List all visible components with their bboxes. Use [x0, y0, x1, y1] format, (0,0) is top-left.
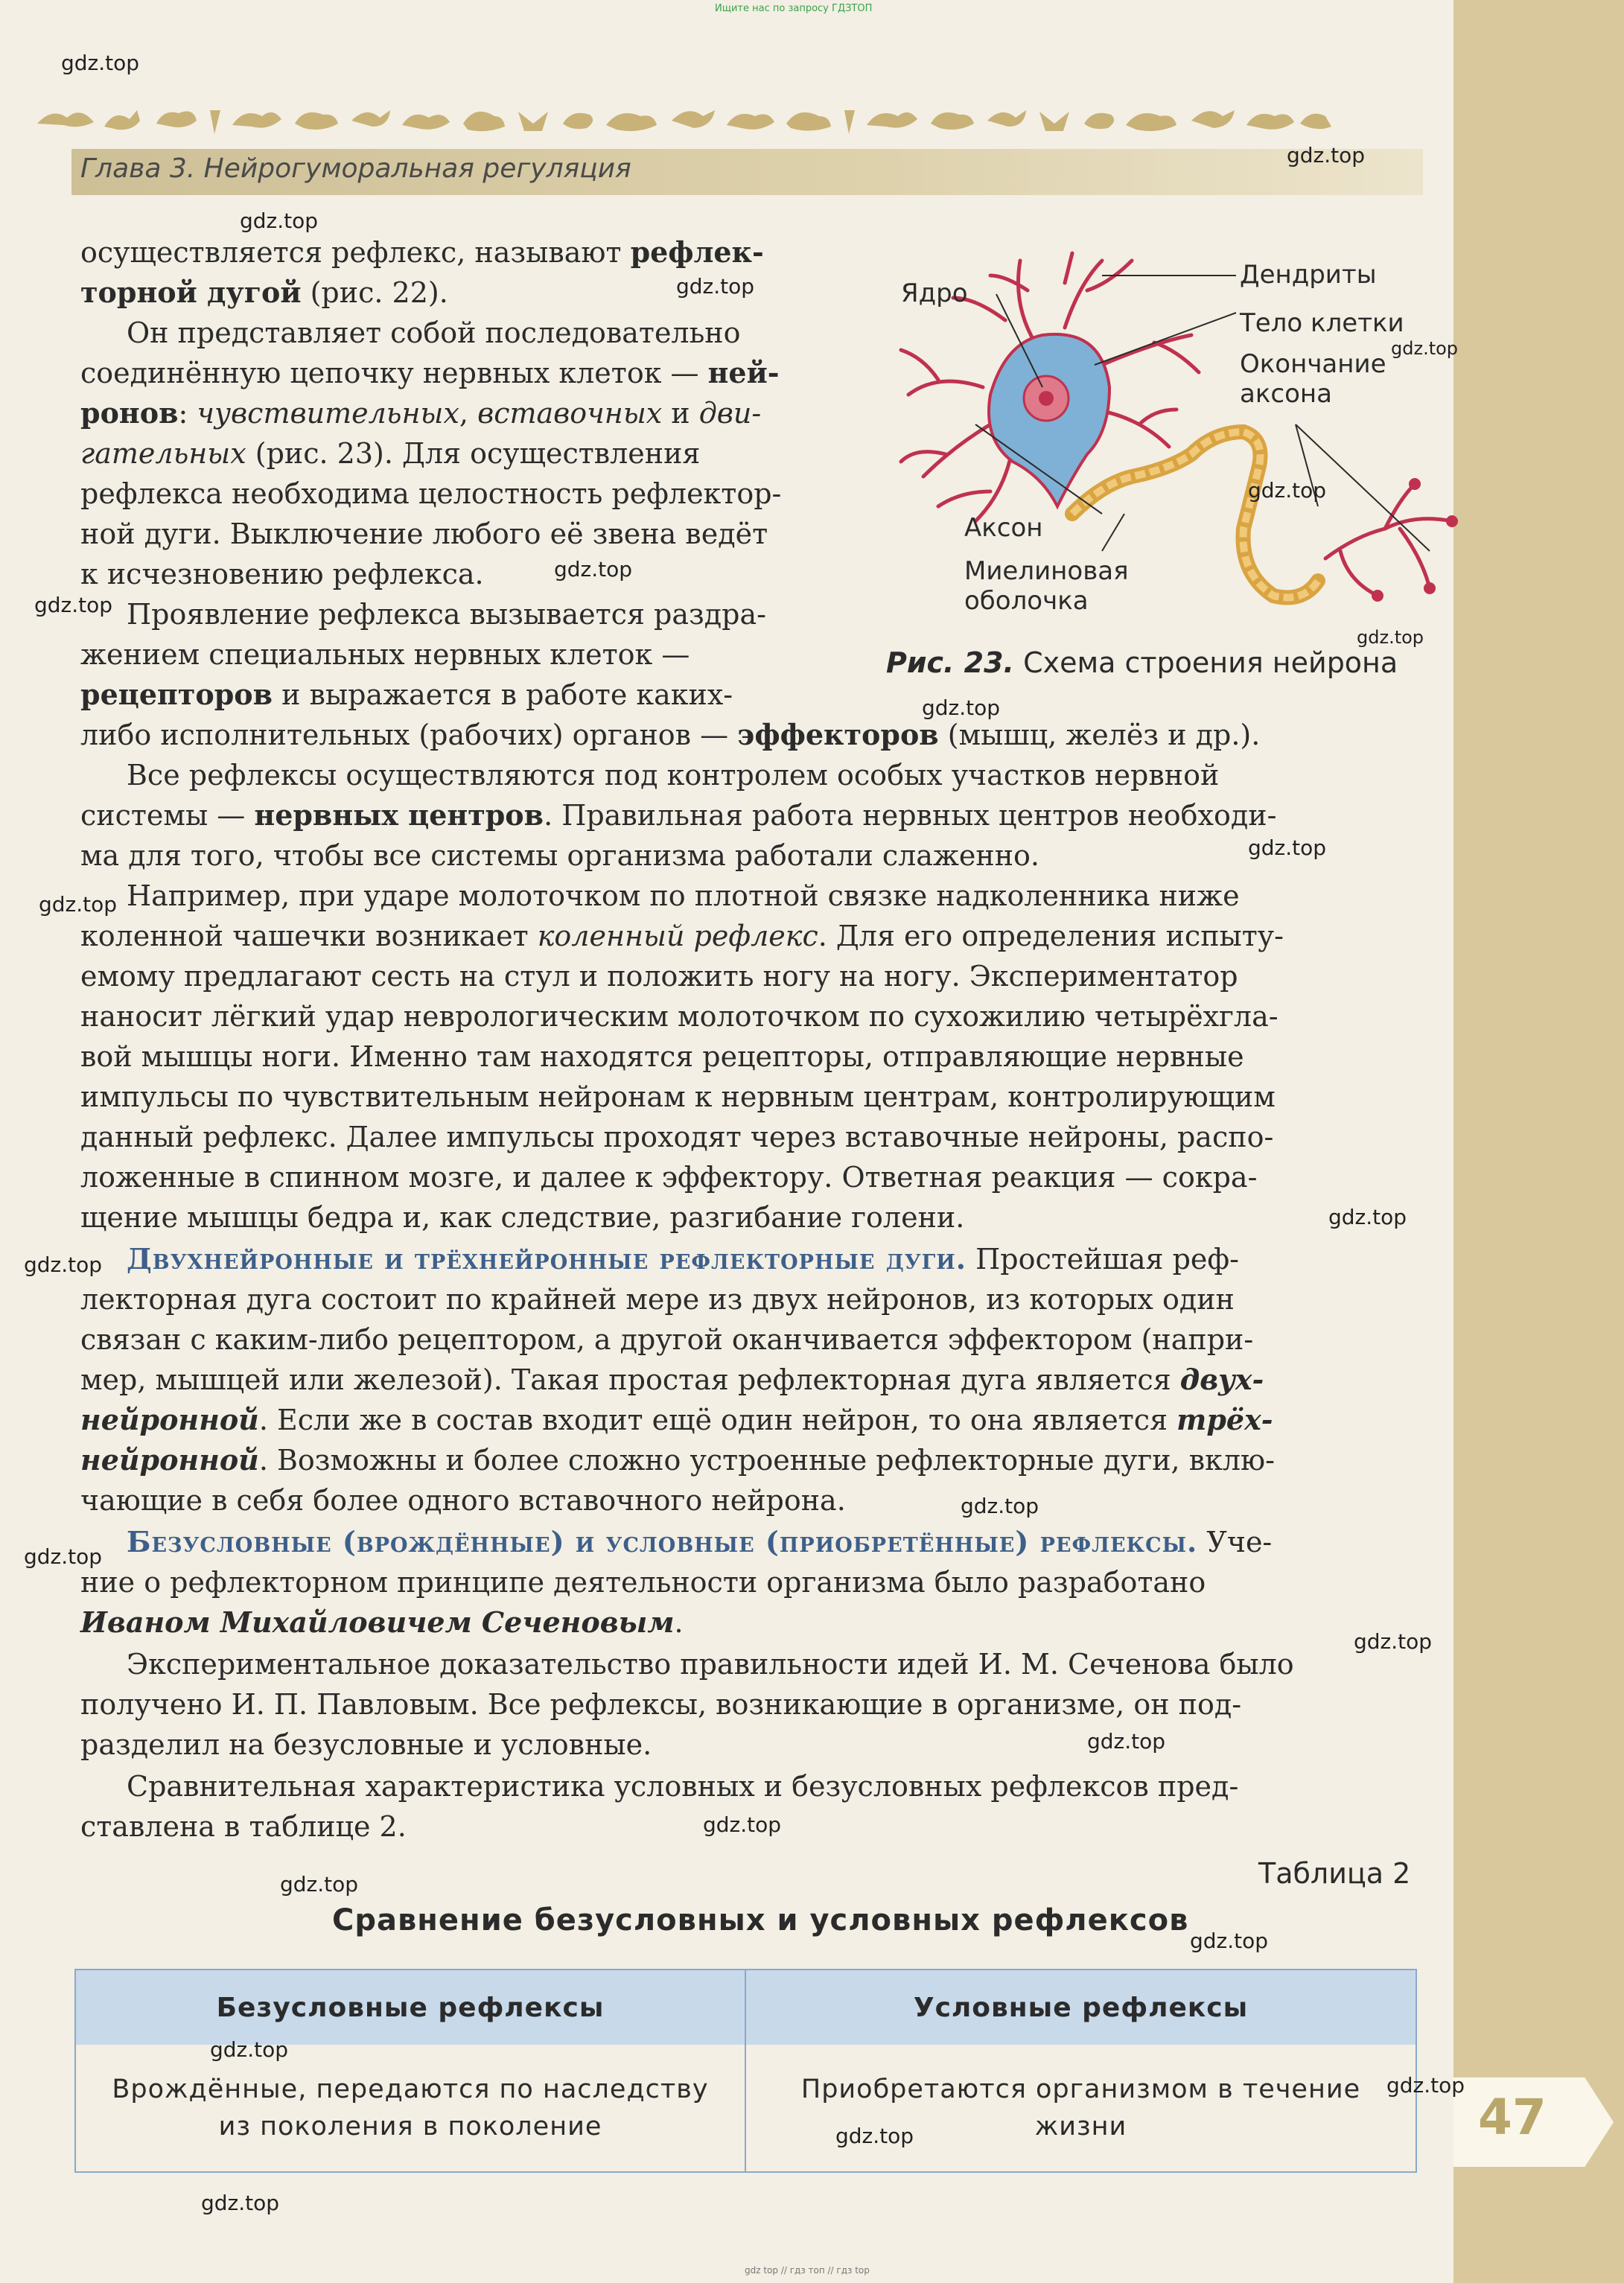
- text-line: либо исполнительных (рабочих) органов — эффекторов (мышц, желёз и др.).: [80, 718, 1261, 751]
- watermark: gdz.top: [1386, 2073, 1465, 2098]
- text-line: Все рефлексы осуществляются под контролем особых участков нервной: [127, 759, 1220, 792]
- figure-caption: Рис. 23. Схема строения нейрона: [886, 646, 1398, 679]
- text-line: данный рефлекс. Далее импульсы проходят через вставочные нейроны, распо-: [80, 1121, 1274, 1153]
- bottom-note: gdz top // гдз топ // гдз top: [745, 2265, 870, 2276]
- watermark: gdz.top: [1248, 478, 1327, 503]
- text-line: соединённую цепочку нервных клеток — ней-: [80, 356, 780, 389]
- watermark: gdz.top: [922, 695, 1001, 720]
- text-line: ставлена в таблице 2.: [80, 1810, 407, 1843]
- text-line: ние о рефлекторном принципе деятельности организма было разработано: [80, 1566, 1206, 1599]
- watermark: gdz.top: [676, 274, 755, 299]
- text-line: ма для того, чтобы все системы организма работали слаженно.: [80, 839, 1040, 872]
- watermark: gdz.top: [39, 892, 118, 917]
- label-nucleus: Ядро: [901, 278, 968, 308]
- label-dendrites: Дендриты: [1240, 260, 1377, 290]
- comparison-table: [74, 1969, 1417, 2173]
- watermark: gdz.top: [703, 1812, 782, 1837]
- table-label: Таблица 2: [1258, 1857, 1411, 1890]
- text-line: емому предлагают сесть на стул и положить ногу на ногу. Экспериментатор: [80, 960, 1238, 993]
- watermark: gdz.top: [961, 1494, 1039, 1518]
- text-line: ной дуги. Выключение любого её звена ведёт: [80, 518, 768, 550]
- section-heading-line: Двухнейронные и трёхнейронные рефлекторные дуги. Простейшая реф-: [127, 1242, 1240, 1276]
- text-line: Например, при ударе молоточком по плотной связке надколенника ниже: [127, 879, 1240, 912]
- label-axon: Аксон: [964, 513, 1043, 543]
- chapter-title: Глава 3. Нейрогуморальная регуляция: [80, 153, 631, 184]
- text-line: разделил на безусловные и условные.: [80, 1728, 652, 1761]
- watermark: gdz.top: [34, 593, 113, 617]
- text-line: вой мышцы ноги. Именно там находятся рецепторы, отправляющие нервные: [80, 1040, 1244, 1073]
- text-line: осуществляется рефлекс, называют рефлек-: [80, 235, 764, 269]
- text-line: ронов: чувствительных, вставочных и дви-: [80, 396, 762, 430]
- text-line: Иваном Михайловичем Сеченовым.: [80, 1605, 684, 1639]
- section-heading-line: Безусловные (врождённые) и условные (приобретённые) рефлексы. Уче-: [127, 1525, 1273, 1558]
- text-line: щение мышцы бедра и, как следствие, разгибание голени.: [80, 1201, 965, 1234]
- text-line: жением специальных нервных клеток —: [80, 638, 690, 671]
- text-line: связан с каким-либо рецептором, а другой оканчивается эффектором (напри-: [80, 1323, 1254, 1356]
- watermark: gdz.top: [1190, 1929, 1269, 1953]
- text-line: рефлекса необходима целостность рефлектор-: [80, 477, 782, 510]
- watermark: gdz.top: [554, 557, 633, 582]
- table-header-unconditioned: Безусловные рефлексы: [76, 1970, 745, 2045]
- text-line: Экспериментальное доказательство правильности идей И. М. Сеченова было: [127, 1648, 1294, 1681]
- watermark: gdz.top: [24, 1252, 103, 1277]
- animal-border-ornament: [37, 101, 1333, 138]
- text-line: гательных (рис. 23). Для осуществления: [80, 437, 701, 470]
- axon-terminal-drawing: [1325, 484, 1452, 596]
- watermark: gdz.top: [280, 1872, 359, 1897]
- label-myelin-2: оболочка: [964, 586, 1089, 616]
- label-axon-end-1: Окончание: [1240, 349, 1386, 379]
- neuron-diagram: [879, 238, 1459, 640]
- label-myelin-1: Миелиновая: [964, 556, 1129, 586]
- text-line: торной дугой (рис. 22).: [80, 276, 448, 309]
- watermark: gdz.top: [201, 2191, 280, 2215]
- text-line: коленной чашечки возникает коленный рефлекс. Для его определения испыту-: [80, 920, 1284, 952]
- page-number: 47: [1478, 2089, 1547, 2146]
- text-line: получено И. П. Павловым. Все рефлексы, возникающие в организме, он под-: [80, 1688, 1242, 1721]
- watermark: gdz.top: [240, 208, 319, 233]
- table-title: Сравнение безусловных и условных рефлексов: [332, 1903, 1189, 1937]
- table-cell-unconditioned: Врождённые, передаются по наследству из поколения в поколение: [112, 2075, 709, 2142]
- watermark: gdz.top: [24, 1544, 103, 1569]
- text-line: системы — нервных центров. Правильная работа нервных центров необходи-: [80, 798, 1277, 832]
- text-line: к исчезновению рефлекса.: [80, 558, 484, 590]
- watermark: gdz.top: [1391, 338, 1459, 359]
- watermark: gdz.top: [210, 2037, 289, 2062]
- watermark: gdz.top: [1354, 1629, 1433, 1654]
- table-header-conditioned: Условные рефлексы: [746, 1970, 1416, 2045]
- page-edge-strip: [1453, 0, 1624, 2283]
- watermark: gdz.top: [1328, 1205, 1407, 1229]
- text-line: мер, мышцей или железой). Такая простая рефлекторная дуга является двух-: [80, 1363, 1264, 1396]
- text-line: рецепторов и выражается в работе каких-: [80, 678, 733, 711]
- watermark: gdz.top: [1087, 1729, 1166, 1754]
- table-cell-conditioned: Приобретаются организмом в течение жизни: [800, 2075, 1361, 2142]
- watermark: gdz.top: [835, 2124, 914, 2148]
- watermark: gdz.top: [1357, 627, 1424, 648]
- text-line: импульсы по чувствительным нейронам к нервным центрам, контролирующим: [80, 1080, 1276, 1113]
- top-note: Ищите нас по запросу ГДЗТОП: [715, 3, 873, 14]
- label-axon-end-2: аксона: [1240, 379, 1332, 409]
- text-line: Сравнительная характеристика условных и безусловных рефлексов пред-: [127, 1770, 1239, 1803]
- text-line: нейронной. Если же в состав входит ещё один нейрон, то она является трёх-: [80, 1403, 1273, 1436]
- watermark: gdz.top: [61, 51, 140, 75]
- text-line: Проявление рефлекса вызывается раздра-: [127, 598, 766, 631]
- text-line: наносит лёгкий удар неврологическим молоточком по сухожилию четырёхгла-: [80, 1000, 1278, 1033]
- text-line: Он представляет собой последовательно: [127, 316, 741, 349]
- text-line: ложенные в спинном мозге, и далее к эффектору. Ответная реакция — сокра-: [80, 1161, 1258, 1194]
- text-line: нейронной. Возможны и более сложно устроенные рефлекторные дуги, вклю-: [80, 1443, 1275, 1477]
- text-line: лекторная дуга состоит по крайней мере из двух нейронов, из которых один: [80, 1283, 1235, 1316]
- label-cell-body: Тело клетки: [1240, 308, 1404, 338]
- watermark: gdz.top: [1287, 143, 1366, 168]
- text-line: чающие в себя более одного вставочного нейрона.: [80, 1484, 846, 1517]
- watermark: gdz.top: [1248, 835, 1327, 860]
